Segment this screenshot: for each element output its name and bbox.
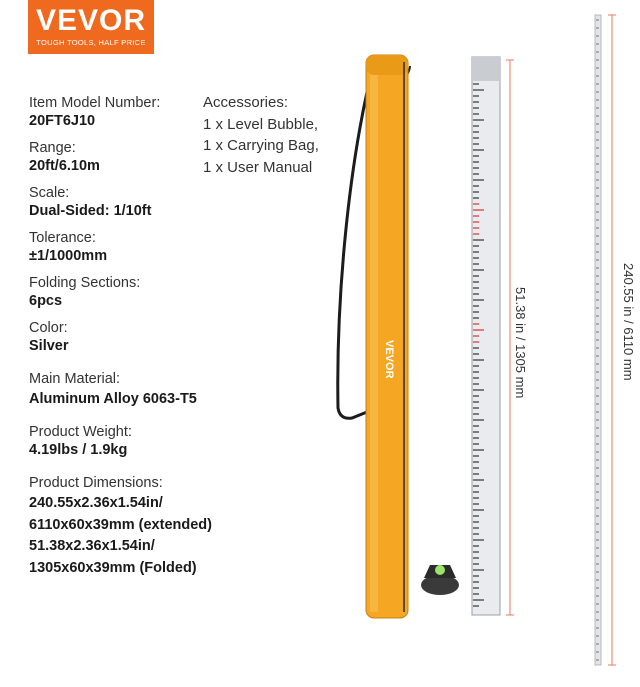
- spec-value: Aluminum Alloy 6063-T5: [29, 391, 197, 407]
- accessories-title: Accessories:: [203, 94, 289, 111]
- spec-label: Tolerance:: [29, 230, 96, 246]
- spec-label: Range:: [29, 140, 76, 156]
- spec-label: Product Dimensions:: [29, 475, 163, 491]
- spec-value: Dual-Sided: 1/10ft: [29, 203, 152, 219]
- dim-line: 240.55x2.36x1.54in/: [29, 495, 163, 511]
- logo-brand: VEVOR: [35, 4, 147, 37]
- spec-label: Main Material:: [29, 371, 121, 387]
- bag-brand-text: VEVOR: [383, 340, 395, 379]
- dim-line: 6110x60x39mm (extended): [29, 516, 212, 533]
- extended-dimension-label: 240.55 in / 6110 mm: [621, 263, 636, 381]
- spec-label: Folding Sections:: [29, 275, 141, 291]
- dim-line: 1305x60x39mm (Folded): [29, 559, 197, 576]
- spec-value: 6pcs: [29, 293, 63, 309]
- bag-strap: [338, 92, 367, 418]
- bag-cap: [366, 55, 408, 75]
- accessory-item: 1 x User Manual: [203, 158, 313, 176]
- spec-label: Item Model Number:: [29, 95, 161, 111]
- extended-rod-marks: [596, 20, 599, 660]
- accessory-item: 1 x Carrying Bag,: [203, 137, 319, 154]
- logo-tagline: TOUGH TOOLS, HALF PRICE: [36, 38, 146, 47]
- accessory-item: 1 x Level Bubble,: [203, 115, 319, 133]
- spec-value: 20FT6J10: [29, 113, 96, 129]
- bag-highlight: [370, 60, 378, 612]
- folded-dimension-label: 51.38 in / 1305 mm: [513, 287, 528, 399]
- spec-value: 20ft/6.10m: [29, 158, 100, 174]
- dim-line: 51.38x2.36x1.54in/: [29, 538, 155, 554]
- spec-value: Silver: [29, 338, 69, 354]
- spec-label: Product Weight:: [29, 424, 132, 440]
- spec-value: ±1/1000mm: [29, 248, 108, 264]
- spec-label: Color:: [29, 320, 68, 336]
- spec-label: Scale:: [29, 185, 70, 201]
- level-bubble-icon: [435, 565, 445, 575]
- rod-cap: [472, 57, 500, 81]
- spec-value: 4.19lbs / 1.9kg: [29, 442, 128, 458]
